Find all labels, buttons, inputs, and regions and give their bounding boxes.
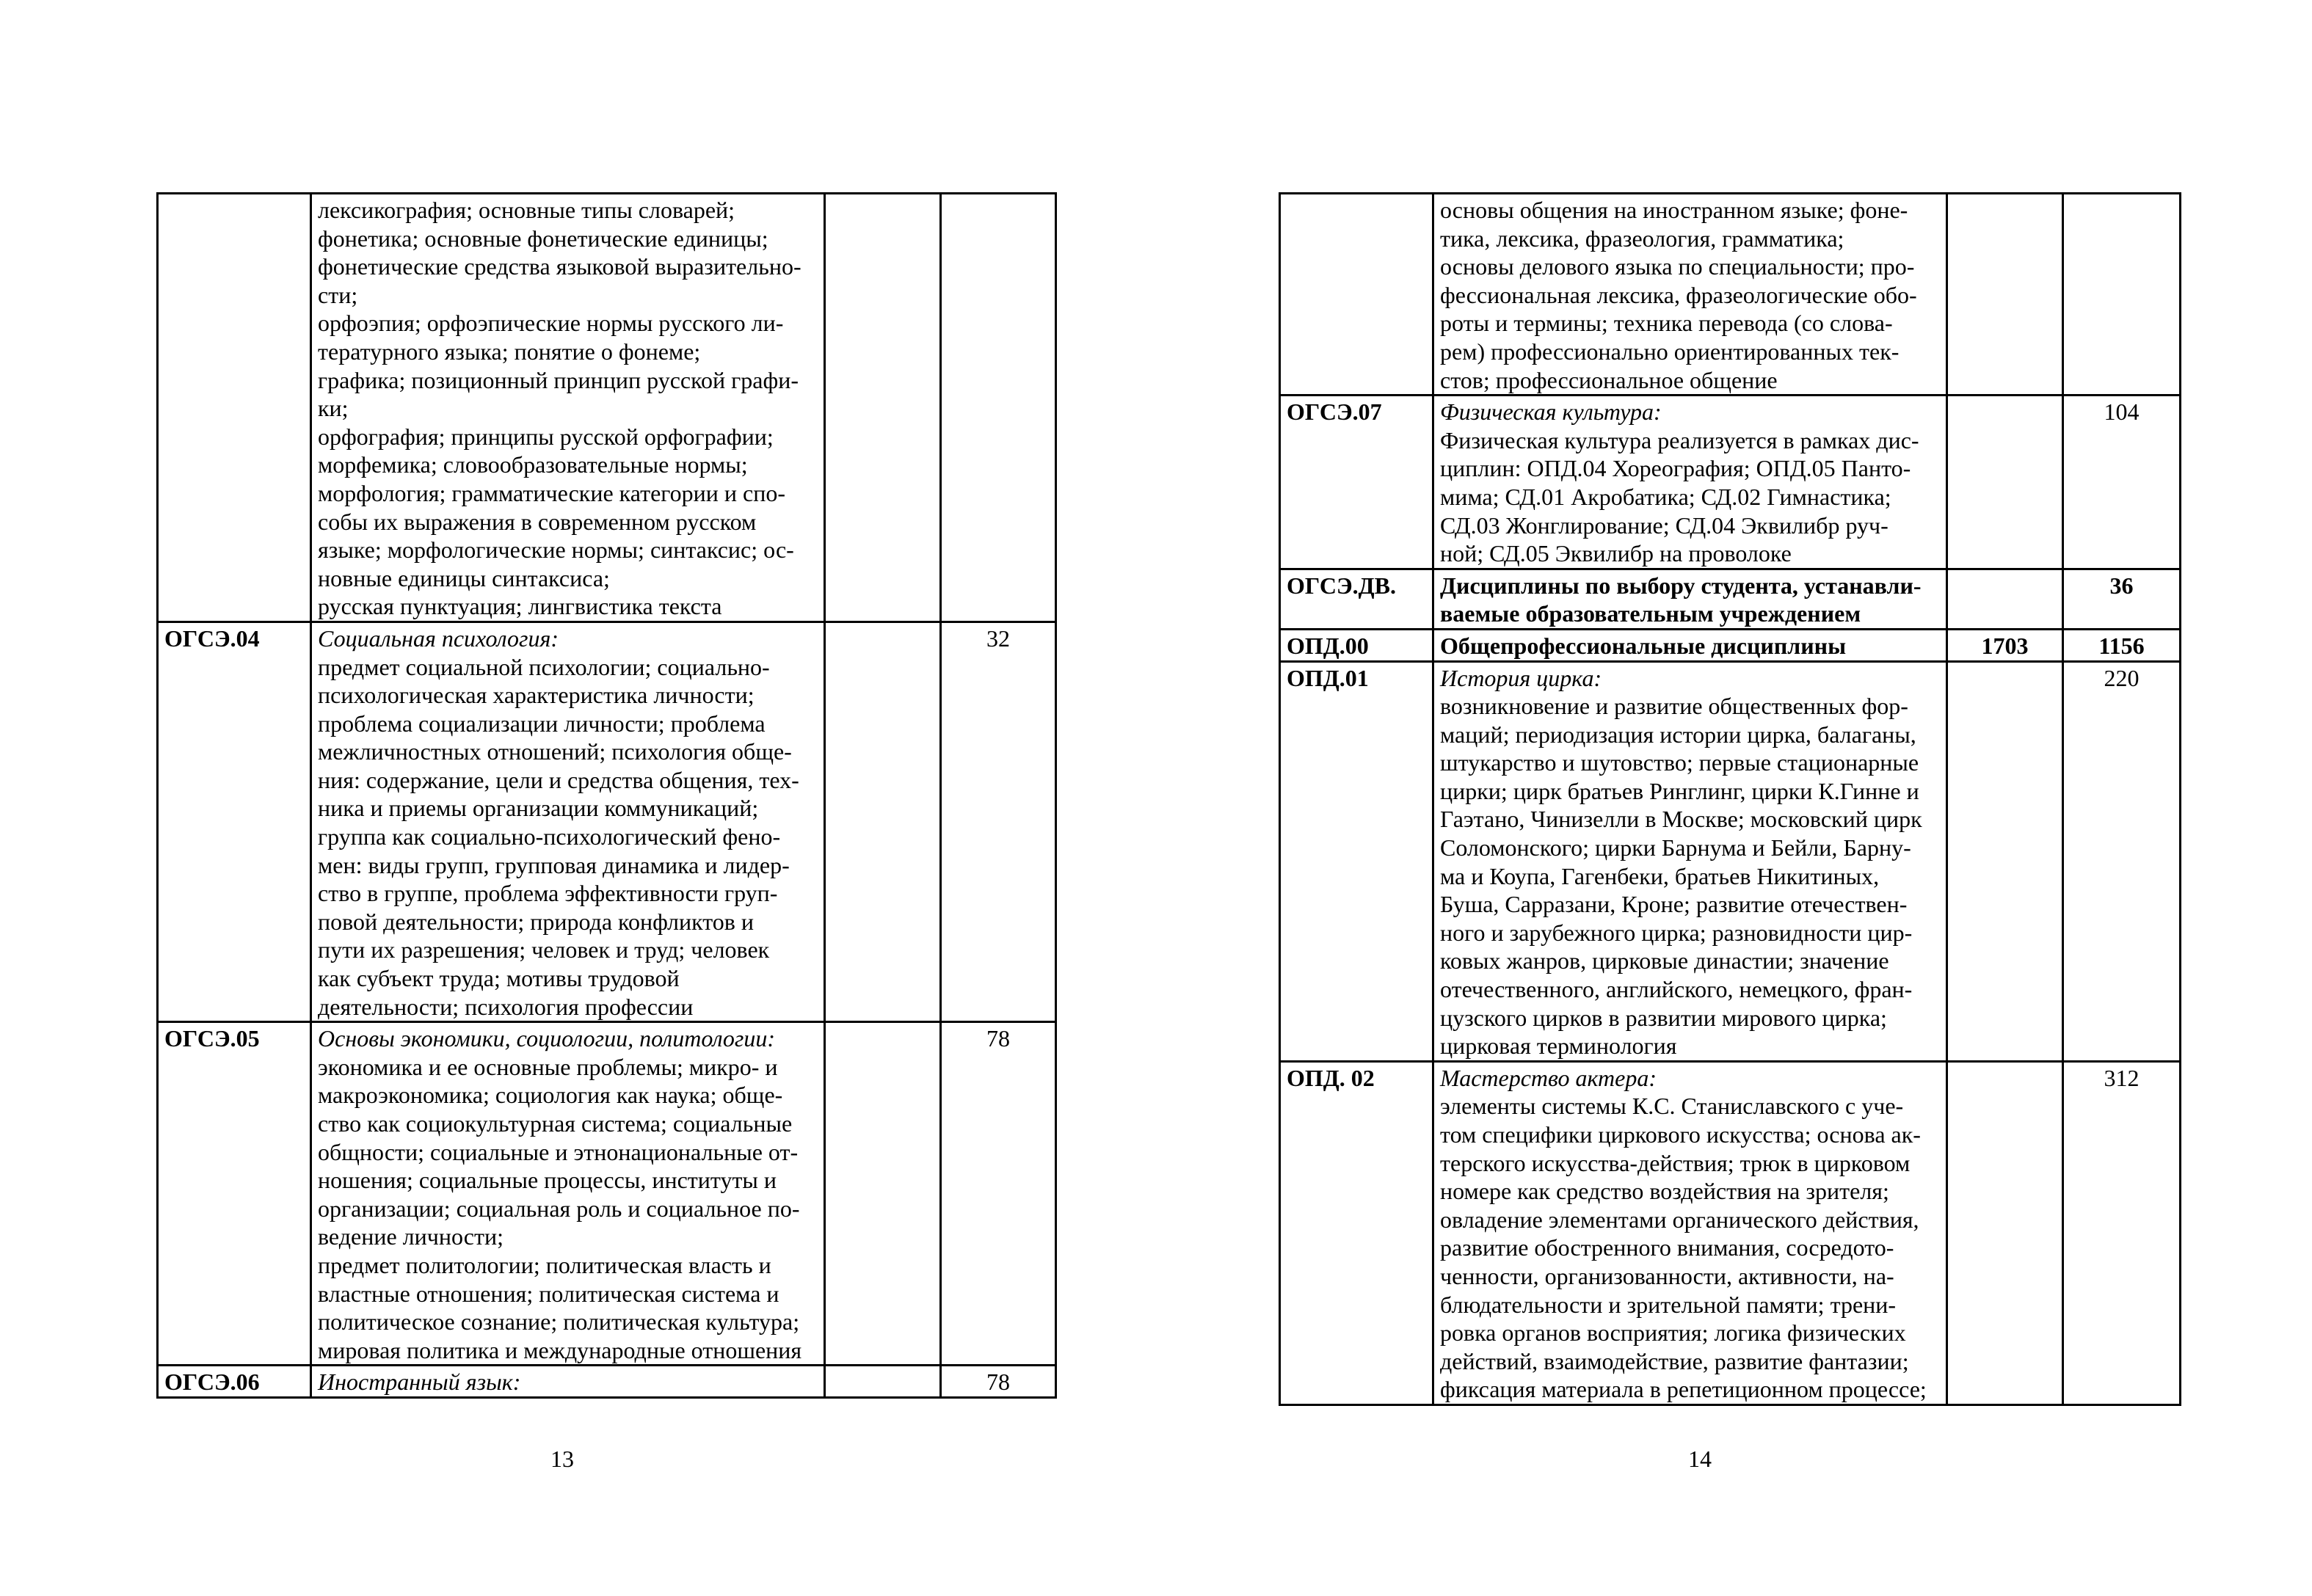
content-line: ченности, организованности, активности, на- [1440, 1262, 1894, 1289]
content-line: пути их разрешения; человек и труд; человек [318, 936, 770, 963]
content-line: экономика и ее основные проблемы; микро- и [318, 1053, 778, 1080]
discipline-content [1440, 196, 1940, 394]
content-line: макроэкономика; социология как наука; обще- [318, 1082, 783, 1109]
discipline-code: ОГСЭ.06 [158, 1366, 311, 1398]
content-line: цузского цирков в развитии мирового цирка; [1440, 1004, 1887, 1031]
discipline-description [1433, 1061, 1947, 1404]
hours-cell: 104 [2063, 396, 2181, 569]
content-line: предмет политологии; политическая власть и [318, 1251, 771, 1278]
content-line: орфография; принципы русской орфографии; [318, 423, 774, 450]
content-line: ство в группе, проблема эффективности груп- [318, 880, 778, 907]
content-line: организации; социальная роль и социальное по- [318, 1195, 800, 1222]
content-line: фиксация материала в репетиционном процессе; [1440, 1376, 1927, 1403]
hours-cell: 220 [2063, 661, 2181, 1061]
discipline-description [1433, 661, 1947, 1061]
max-hours-cell [1947, 396, 2063, 569]
content-line: Общепрофессиональные дисциплины [1440, 632, 1847, 659]
discipline-description [1433, 629, 1947, 661]
max-hours-cell [825, 622, 941, 1021]
discipline-code [158, 194, 311, 622]
content-line: мима; СД.01 Акробатика; СД.02 Гимнастика; [1440, 483, 1891, 510]
content-line: блюдательности и зрительной памяти; трени- [1440, 1291, 1897, 1318]
content-line: межличностных отношений; психология обще- [318, 738, 792, 765]
discipline-content [1440, 572, 1940, 628]
hours-cell: 32 [941, 622, 1056, 1021]
table-row [158, 1366, 1056, 1398]
discipline-title: Основы экономики, социологии, политологии: [318, 1025, 776, 1052]
content-line: ния: содержание, цели и средства общения, тех- [318, 766, 799, 793]
discipline-code: ОПД.01 [1280, 661, 1433, 1061]
content-line: фонетические средства языковой выразительно- [318, 253, 801, 280]
content-line: фессиональная лексика, фразеологические обо- [1440, 281, 1917, 308]
content-line: лексикография; основные типы словарей; [318, 197, 735, 223]
discipline-code: ОГСЭ.05 [158, 1022, 311, 1366]
content-line: СД.03 Жонглирование; СД.04 Эквилибр руч- [1440, 511, 1889, 539]
content-line: ведение личности; [318, 1223, 504, 1250]
page-number-left: 13 [550, 1446, 574, 1472]
discipline-title: История цирка: [1440, 664, 1602, 691]
content-line: психологическая характеристика личности; [318, 682, 755, 709]
content-line: сти; [318, 281, 358, 308]
content-line: морфемика; словообразовательные нормы; [318, 451, 748, 478]
table-row [158, 194, 1056, 622]
content-line: том специфики циркового искусства; основа ак- [1440, 1121, 1921, 1148]
discipline-content [318, 1053, 818, 1365]
curriculum-table-right [1279, 192, 2181, 1406]
hours-cell: 78 [941, 1366, 1056, 1398]
discipline-description [311, 1366, 825, 1398]
max-hours-cell [825, 1022, 941, 1366]
content-line: предмет социальной психологии; социально- [318, 653, 770, 680]
table-row [1280, 661, 2181, 1061]
content-line: русская пунктуация; лингвистика текста [318, 593, 722, 620]
hours-cell [941, 194, 1056, 622]
table-row [158, 1022, 1056, 1366]
content-line: развитие обостренного внимания, сосредото- [1440, 1234, 1894, 1261]
content-line: элементы системы К.С. Станиславского с уче- [1440, 1093, 1904, 1120]
page-number-right: 14 [1688, 1446, 1712, 1472]
content-line: ковых жанров, цирковые династии; значение [1440, 947, 1889, 974]
max-hours-cell [825, 1366, 941, 1398]
content-line: группа как социально-психологический фено- [318, 823, 781, 850]
content-line: цирковая терминология [1440, 1032, 1677, 1060]
max-hours-cell [1947, 1061, 2063, 1404]
content-line: политическое сознание; политическая культура; [318, 1308, 800, 1336]
content-line: Соломонского; цирки Барнума и Бейли, Барну- [1440, 834, 1911, 861]
content-line: как субъект труда; мотивы трудовой [318, 965, 680, 992]
content-line: новные единицы синтаксиса; [318, 564, 610, 591]
discipline-description [311, 622, 825, 1021]
content-line: цирки; цирк братьев Ринглинг, цирки К.Гинне и [1440, 777, 1919, 804]
content-line: стов; профессиональное общение [1440, 366, 1778, 393]
table-row [1280, 396, 2181, 569]
content-line: роты и термины; техника перевода (со слова- [1440, 310, 1893, 337]
content-line: маций; периодизация истории цирка, балаганы, [1440, 721, 1916, 748]
content-line: штукарство и шутовство; первые стационарные [1440, 749, 1919, 776]
content-line: мировая политика и международные отношения [318, 1336, 802, 1363]
content-line: отечественного, английского, немецкого, фран- [1440, 976, 1913, 1003]
content-line: возникновение и развитие общественных фор- [1440, 693, 1908, 720]
table-row [1280, 1061, 2181, 1404]
content-line: ки; [318, 395, 349, 422]
content-line: собы их выражения в современном русском [318, 508, 757, 535]
discipline-title: Иностранный язык: [318, 1369, 521, 1396]
discipline-content [318, 653, 818, 1021]
discipline-title: Физическая культура: [1440, 398, 1662, 426]
hours-cell: 1156 [2063, 629, 2181, 661]
discipline-content [1440, 692, 1940, 1060]
table-row [1280, 194, 2181, 396]
content-line: ношения; социальные процессы, институты и [318, 1167, 777, 1194]
content-line: ма и Коупа, Гагенбеки, братьев Никитиных, [1440, 862, 1880, 889]
discipline-description [1433, 396, 1947, 569]
content-line: Буша, Сарразани, Кроне; развитие отечествен- [1440, 891, 1908, 918]
content-line: общности; социальные и этнонациональные от- [318, 1138, 799, 1165]
discipline-code: ОПД. 02 [1280, 1061, 1433, 1404]
hours-cell [2063, 194, 2181, 396]
discipline-content [1440, 632, 1940, 660]
content-line: Физическая культура реализуется в рамках дис- [1440, 426, 1919, 453]
content-line: основы общения на иностранном языке; фоне- [1440, 197, 1908, 223]
content-line: языке; морфологические нормы; синтаксис; ос- [318, 536, 794, 564]
content-line: ство как социокультурная система; социальные [318, 1110, 793, 1137]
hours-cell: 312 [2063, 1061, 2181, 1404]
content-line: ровка органов восприятия; логика физических [1440, 1319, 1906, 1347]
content-line: фонетика; основные фонетические единицы; [318, 225, 768, 252]
max-hours-cell [825, 194, 941, 622]
content-line: ника и приемы организации коммуникаций; [318, 795, 759, 822]
discipline-content [1440, 1092, 1940, 1404]
content-line: овладение элементами органического действия, [1440, 1206, 1919, 1233]
content-line: ной; СД.05 Эквилибр на проволоке [1440, 540, 1792, 567]
content-line: ного и зарубежного цирка; разновидности цир- [1440, 919, 1913, 946]
table-row [1280, 629, 2181, 661]
content-line: морфология; грамматические категории и спо- [318, 479, 785, 506]
content-line: тературного языка; понятие о фонеме; [318, 338, 701, 365]
content-line: основы делового языка по специальности; про- [1440, 253, 1915, 280]
content-line: деятельности; психология профессии [318, 993, 694, 1020]
discipline-description [1433, 194, 1947, 396]
content-line: тика, лексика, фразеология, грамматика; [1440, 225, 1844, 252]
discipline-description [1433, 569, 1947, 629]
content-line: повой деятельности; природа конфликтов и [318, 908, 755, 935]
content-line: рем) профессионально ориентированных тек- [1440, 338, 1900, 365]
table-row [1280, 569, 2181, 629]
discipline-code: ОГСЭ.ДВ. [1280, 569, 1433, 629]
max-hours-cell [1947, 661, 2063, 1061]
content-line: Дисциплины по выбору студента, устанавли- [1440, 572, 1922, 599]
content-line: Гаэтано, Чинизелли в Москве; московский цирк [1440, 806, 1922, 833]
content-line: циплин: ОПД.04 Хореография; ОПД.05 Панто- [1440, 455, 1911, 482]
discipline-code: ОПД.00 [1280, 629, 1433, 661]
content-line: терского искусства-действия; трюк в цирковом [1440, 1149, 1911, 1176]
discipline-code [1280, 194, 1433, 396]
discipline-description [311, 1022, 825, 1366]
discipline-content [318, 196, 818, 621]
max-hours-cell: 1703 [1947, 629, 2063, 661]
table-row [158, 622, 1056, 1021]
curriculum-table-right-body [1280, 194, 2181, 1405]
discipline-content [1440, 426, 1940, 568]
content-line: графика; позиционный принцип русской графи- [318, 366, 799, 393]
content-line: орфоэпия; орфоэпические нормы русского ли- [318, 310, 784, 337]
curriculum-table-left [156, 192, 1057, 1399]
discipline-title: Мастерство актера: [1440, 1064, 1657, 1091]
content-line: мен: виды групп, групповая динамика и лидер- [318, 851, 790, 878]
discipline-code: ОГСЭ.07 [1280, 396, 1433, 569]
hours-cell: 78 [941, 1022, 1056, 1366]
discipline-code: ОГСЭ.04 [158, 622, 311, 1021]
content-line: властные отношения; политическая система и [318, 1280, 779, 1307]
discipline-title: Социальная психология: [318, 624, 559, 652]
content-line: ваемые образовательным учреждением [1440, 600, 1861, 627]
max-hours-cell [1947, 194, 2063, 396]
hours-cell: 36 [2063, 569, 2181, 629]
discipline-description [311, 194, 825, 622]
max-hours-cell [1947, 569, 2063, 629]
content-line: номере как средство воздействия на зрителя; [1440, 1178, 1889, 1205]
curriculum-table-left-body [158, 194, 1056, 1398]
content-line: действий, взаимодействие, развитие фантазии; [1440, 1347, 1909, 1374]
content-line: проблема социализации личности; проблема [318, 710, 766, 737]
